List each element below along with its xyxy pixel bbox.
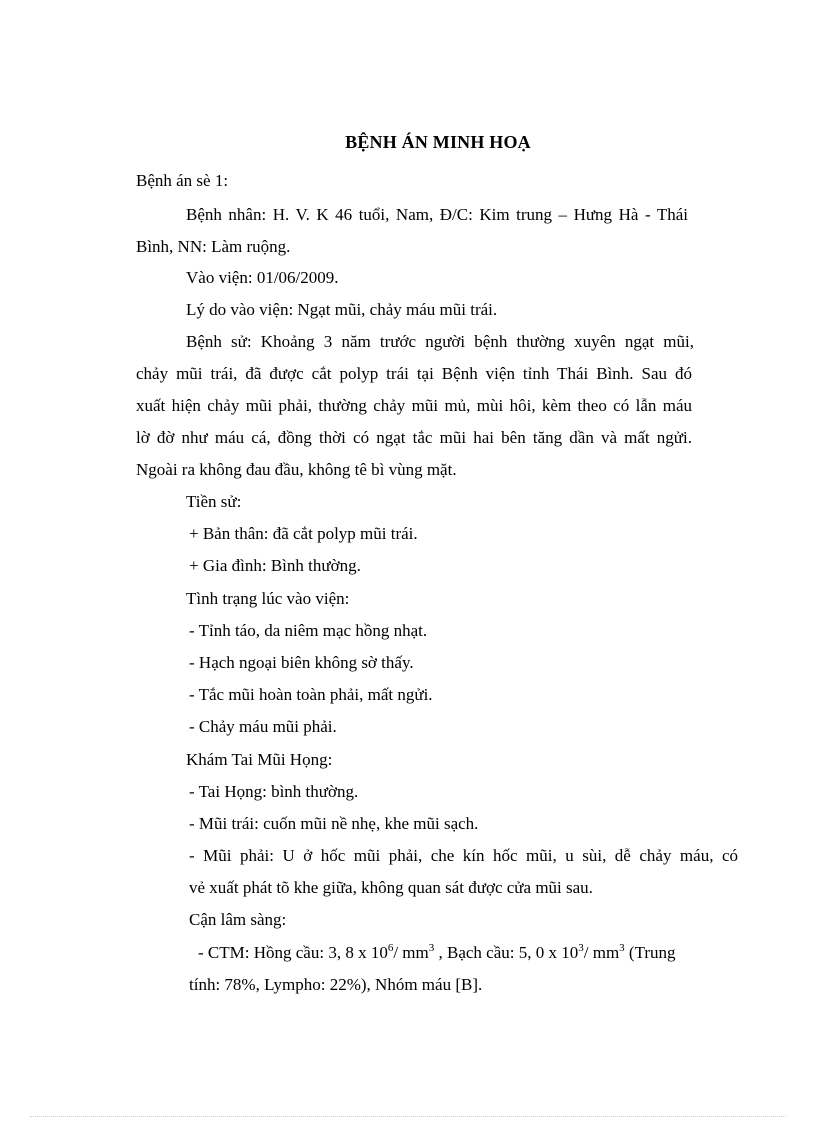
rbc-exponent: 6 (387, 942, 394, 954)
history-line: Bệnh sử: Khoảng 3 năm trước người bệnh thường xuyên ngạt mũi, (186, 332, 694, 351)
wbc-unit-exponent: 3 (619, 942, 625, 954)
lab-ctm-line-2: tính: 78%, Lympho: 22%), Nhóm máu [B]. (189, 975, 483, 994)
status-item: - Chảy máu mũi phải. (189, 717, 337, 736)
lab-ctm-prefix: - CTM: Hồng cầu: 3, 8 x 10 (198, 943, 388, 962)
history-line: lờ đờ như máu cá, đồng thời có ngạt tắc mũi hai bên tăng dần và mất ngửi. (136, 428, 692, 447)
admission-reason: Lý do vào viện: Ngạt mũi, chảy máu mũi trái. (186, 300, 498, 319)
lab-ctm-line (198, 943, 676, 963)
ent-item: vẻ xuất phát tõ khe giữa, không quan sát được cửa mũi sau. (189, 878, 593, 897)
rbc-unit-exponent: 3 (428, 942, 435, 954)
document-title: BỆNH ÁN MINH HOẠ (345, 132, 531, 152)
past-history-self: + Bản thân: đã cắt polyp mũi trái. (189, 524, 418, 543)
ent-item: - Tai Họng: bình thường. (189, 782, 359, 801)
status-item: - Hạch ngoại biên không sờ thấy. (189, 653, 414, 672)
ent-heading: Khám Tai Mũi Họng: (186, 750, 333, 769)
ent-item: - Mũi trái: cuốn mũi nề nhẹ, khe mũi sạch. (189, 814, 479, 833)
status-heading: Tình trạng lúc vào viện: (186, 589, 350, 608)
wbc-unit: / mm (583, 943, 620, 962)
lab-ctm-tail: (Trung (624, 943, 676, 962)
page-bottom-rule (30, 1116, 786, 1117)
wbc-exponent: 3 (578, 942, 584, 954)
history-line: chảy mũi trái, đã được cắt polyp trái tại Bệnh viện tỉnh Thái Bình. Sau đó (136, 364, 692, 383)
case-label: Bệnh án sè 1: (136, 171, 229, 190)
history-line: xuất hiện chảy mũi phải, thường chảy mũi mủ, mùi hôi, kèm theo có lẫn máu (136, 396, 692, 415)
history-line: Ngoài ra không đau đầu, không tê bì vùng mặt. (136, 460, 457, 479)
past-history-family: + Gia đình: Bình thường. (189, 556, 361, 575)
rbc-unit: / mm (393, 943, 429, 962)
admission-date: Vào viện: 01/06/2009. (186, 268, 339, 287)
status-item: - Tỉnh táo, da niêm mạc hồng nhạt. (189, 621, 428, 640)
ent-item: - Mũi phải: U ở hốc mũi phải, che kín hốc mũi, u sùi, dễ chảy máu, có (189, 846, 738, 865)
wbc-text: , Bạch cầu: 5, 0 x 10 (434, 943, 579, 962)
patient-info-line-1: Bệnh nhân: H. V. K 46 tuổi, Nam, Đ/C: Kim trung – Hưng Hà - Thái (186, 205, 688, 224)
past-history-heading: Tiền sử: (186, 492, 242, 511)
lab-heading: Cận lâm sàng: (189, 910, 287, 929)
patient-info-line-2: Bình, NN: Làm ruộng. (136, 237, 291, 256)
status-item: - Tắc mũi hoàn toàn phải, mất ngửi. (189, 685, 433, 704)
